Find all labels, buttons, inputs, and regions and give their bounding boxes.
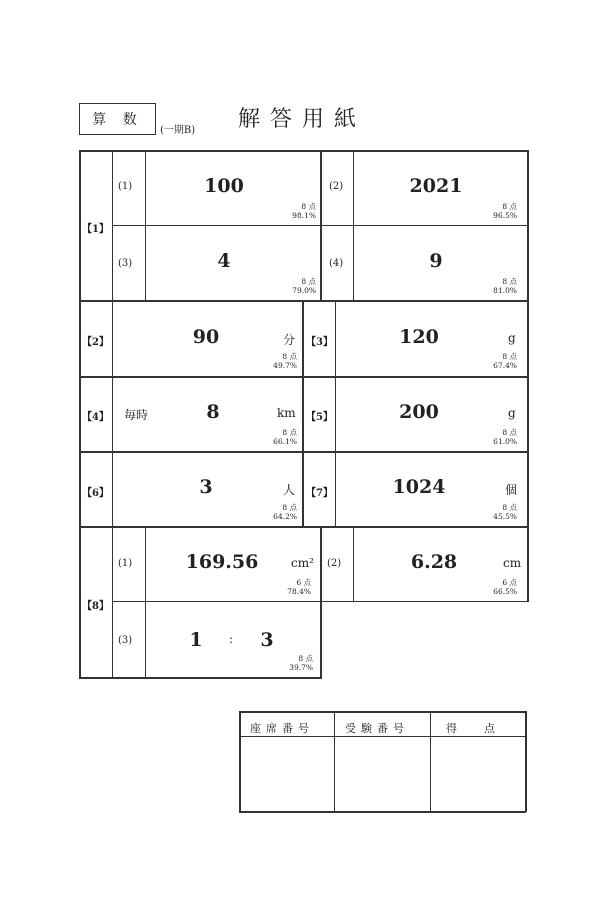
q3-unit: g: [508, 331, 516, 345]
seat-number-label: 座席番号: [250, 722, 314, 735]
q8-label: 【8】: [82, 601, 109, 612]
correct-rate: 66.5%: [493, 587, 517, 596]
q1-part1-score: [266, 202, 316, 220]
points: 8 点: [301, 277, 316, 286]
page-title: 解答用紙: [238, 107, 367, 132]
q2-unit: 分: [283, 333, 296, 347]
q4-prefix: 毎時: [124, 408, 149, 422]
q1-part1-answer: 100: [204, 175, 244, 197]
q8-part3-answer-left: 1: [189, 629, 203, 651]
correct-rate: 61.0%: [493, 437, 517, 446]
q6-label: 【6】: [82, 488, 109, 499]
q7-answer: 1024: [392, 476, 446, 498]
q6-answer: 3: [199, 476, 213, 498]
q1-part1-number: (1): [118, 181, 133, 192]
q8-part1-answer: 169.56: [185, 551, 259, 573]
correct-rate: 64.2%: [273, 512, 297, 521]
seat-number-field[interactable]: [240, 737, 334, 811]
q3-score: [467, 352, 517, 370]
q5-answer: 200: [399, 401, 439, 423]
q8-part2-number: (2): [327, 558, 342, 569]
subject-box: [79, 103, 156, 135]
correct-rate: 49.7%: [273, 361, 297, 370]
q1-part3-number: (3): [118, 258, 133, 269]
subject-label: 算 数: [92, 112, 143, 128]
points: 8 点: [502, 503, 517, 512]
points: 8 点: [502, 352, 517, 361]
correct-rate: 81.0%: [493, 286, 517, 295]
q2-label: 【2】: [82, 337, 109, 348]
q8-part2-unit: cm: [503, 556, 522, 570]
points: 8 点: [282, 428, 297, 437]
q6-unit: 人: [283, 483, 296, 497]
q2-answer: 90: [192, 326, 220, 348]
q7-unit: 個: [505, 483, 518, 497]
score-label: 得 点: [446, 722, 503, 735]
q3-label: 【3】: [306, 337, 333, 348]
q5-score: [467, 428, 517, 446]
q2-score: [247, 352, 297, 370]
q8-part1-unit: cm²: [291, 556, 314, 570]
q5-unit: g: [508, 406, 516, 420]
correct-rate: 39.7%: [289, 663, 313, 672]
q4-score: [247, 428, 297, 446]
exam-number-field[interactable]: [335, 737, 430, 811]
points: 8 点: [502, 202, 517, 211]
points: 8 点: [298, 654, 313, 663]
correct-rate: 45.5%: [493, 512, 517, 521]
points: 8 点: [301, 202, 316, 211]
q4-label: 【4】: [82, 412, 109, 423]
q4-answer: 8: [206, 401, 220, 423]
q1-part4-answer: 9: [429, 250, 443, 272]
correct-rate: 66.1%: [273, 437, 297, 446]
q1-part4-number: (4): [329, 258, 344, 269]
correct-rate: 96.5%: [493, 211, 517, 220]
term-label: (一期B): [160, 125, 196, 136]
q8-part1-score: [261, 578, 311, 596]
correct-rate: 67.4%: [493, 361, 517, 370]
points: 6 点: [296, 578, 311, 587]
q6-score: [247, 503, 297, 521]
q1-part4-score: [467, 277, 517, 295]
q1-part2-number: (2): [329, 181, 344, 192]
correct-rate: 98.1%: [292, 211, 316, 220]
q8-part3-number: (3): [118, 635, 133, 646]
q8-part2-score: [467, 578, 517, 596]
q4-unit: km: [277, 406, 296, 420]
q3-answer: 120: [399, 326, 439, 348]
correct-rate: 79.0%: [292, 286, 316, 295]
q7-score: [467, 503, 517, 521]
points: 8 点: [282, 503, 297, 512]
q1-part2-answer: 2021: [409, 175, 463, 197]
q8-part3-answer-right: 3: [260, 629, 274, 651]
q1-part2-score: [467, 202, 517, 220]
exam-number-label: 受験番号: [345, 722, 409, 735]
q8-part1-number: (1): [118, 558, 133, 569]
correct-rate: 78.4%: [287, 587, 311, 596]
q1-part3-answer: 4: [217, 250, 231, 272]
q1-part3-score: [266, 277, 316, 295]
q8-part3-score: [263, 654, 313, 672]
points: 6 点: [502, 578, 517, 587]
q8-part2-answer: 6.28: [410, 551, 458, 573]
score-field[interactable]: [431, 737, 525, 811]
points: 8 点: [502, 428, 517, 437]
q1-label: 【1】: [82, 224, 109, 235]
q5-label: 【5】: [306, 412, 333, 423]
q7-label: 【7】: [306, 488, 333, 499]
points: 8 点: [282, 352, 297, 361]
q8-part3-separator: :: [229, 632, 234, 646]
points: 8 点: [502, 277, 517, 286]
